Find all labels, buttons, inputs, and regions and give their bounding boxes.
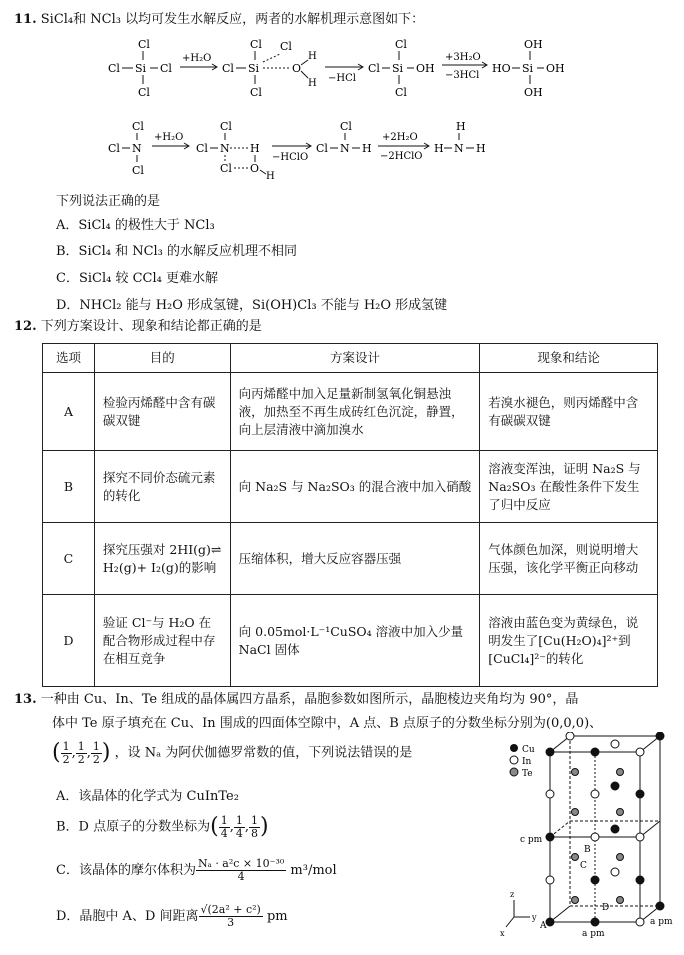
q11-option-d[interactable]: D．NHCl₂ 能与 H₂O 形成氢键，Si(OH)Cl₃ 不能与 H₂O 形成氢键	[56, 298, 448, 313]
row-option: D	[43, 595, 95, 687]
option-d-text: D．晶胞中 A、D 间距离	[56, 909, 199, 924]
paren-right: )	[259, 814, 269, 839]
q11-option-a[interactable]: A．SiCl₄ 的极性大于 NCl₃	[56, 218, 215, 233]
q13-stem-line1	[14, 692, 578, 708]
atom-n: N	[340, 142, 350, 155]
row-result: 若溴水褪色，则丙烯醛中含有碳碳双键	[480, 373, 658, 451]
fraction-eighth: $\frac{1}{8}$	[250, 813, 258, 840]
numerator: √(2a² + c²)	[200, 903, 261, 916]
table-row	[43, 595, 658, 687]
row-design: 压缩体积，增大反应容器压强	[230, 523, 480, 595]
atom-cl: Cl	[160, 62, 172, 75]
atom-h: H	[476, 142, 486, 155]
atom-cl: Cl	[316, 142, 328, 155]
row-goal: 验证 Cl⁻与 H₂O 在配合物形成过程中存在相互竞争	[94, 595, 230, 687]
header-result: 现象和结论	[480, 344, 658, 373]
q13-option-d[interactable]	[56, 902, 288, 932]
q13-stem-text-3: ，设 Nₐ 为阿伏伽德罗常数的值，下列说法错误的是	[114, 745, 413, 761]
row-result: 气体颜色加深，则说明增大压强，该化学平衡正向移动	[480, 523, 658, 595]
q13-number: 13.	[14, 692, 37, 707]
row-goal: 探究压强对 2HI(g)⇌ H₂(g)+ I₂(g)的影响	[94, 523, 230, 595]
atom-cl: Cl	[368, 62, 380, 75]
atom-oh: OH	[546, 62, 565, 75]
row-result: 溶液变浑浊，证明 Na₂S 与 Na₂SO₃ 在酸性条件下发生了归中反应	[480, 451, 658, 523]
row-goal: 探究不同价态硫元素的转化	[94, 451, 230, 523]
atom-n: N	[132, 142, 142, 155]
atom-cl: Cl	[132, 164, 144, 177]
label-a-pm: a pm	[582, 929, 605, 939]
arrow-label-h2o: +H₂O	[182, 53, 212, 64]
arrow-label-minus-hcl: −HCl	[328, 73, 356, 84]
cu-atom-legend-icon	[510, 744, 518, 752]
atom-h: H	[434, 142, 444, 155]
arrow-label-2h2o: +2H₂O	[382, 132, 418, 143]
partial-bond	[263, 54, 280, 62]
q12-stem	[14, 319, 262, 335]
q11-stem-text: SiCl₄和 NCl₃ 以均可发生水解反应，两者的水解机理示意图如下：	[40, 12, 425, 27]
label-c: C	[580, 861, 587, 871]
atom-si: Si	[248, 62, 260, 75]
atom-oh: OH	[524, 86, 543, 99]
row-option: C	[43, 523, 95, 595]
cell-edges	[550, 736, 660, 922]
label-b: B	[584, 845, 591, 855]
atom-oh: OH	[524, 38, 543, 51]
arrow-label-h2o: +H₂O	[154, 132, 184, 143]
atom-oh: OH	[416, 62, 435, 75]
atom-cl: Cl	[108, 142, 120, 155]
table-row	[43, 523, 658, 595]
arrow-label-minus-2hclo: −2HClO	[380, 151, 423, 162]
atom-o: O	[292, 62, 302, 75]
label-c-pm: c pm	[520, 835, 543, 845]
row-option: A	[43, 373, 95, 451]
fraction-half: $\frac{1}{2}$	[62, 739, 70, 766]
atom-si: Si	[522, 62, 534, 75]
atom-cl: Cl	[250, 38, 262, 51]
atom-cl: Cl	[138, 38, 150, 51]
legend-te: Te	[522, 769, 533, 779]
atom-cl: Cl	[250, 86, 262, 99]
axes-indicator	[506, 900, 530, 927]
q13-stem-line3: ( $\frac{1}{2}$ , $\frac{1}{2}$ , $\frac{1}{2}$ ) ，设 Nₐ 为阿伏伽德罗常数的值，下列说法错误的是	[52, 739, 413, 766]
fraction-quarter: $\frac{1}{4}$	[235, 813, 243, 840]
atom-cl: Cl	[108, 62, 120, 75]
paren-left: (	[210, 814, 219, 839]
crystal-cell-figure	[500, 732, 676, 942]
arrow-label-minus-hclo: −HClO	[272, 152, 309, 163]
row-design: 向 0.05mol·L⁻¹CuSO₄ 溶液中加入少量 NaCl 固体	[230, 595, 480, 687]
q13-stem-text-1: 一种由 Cu、In、Te 组成的晶体属四方晶系，晶胞参数如图所示，晶胞棱边夹角均为 90°，晶	[40, 692, 579, 707]
table-row	[43, 373, 658, 451]
denominator: 3	[227, 916, 235, 929]
q11-stem	[14, 12, 424, 28]
q13-option-b[interactable]: B．D 点原子的分数坐标为( $\frac{1}{4}$ , $\frac{1}{4}$ , $\frac{1}{8}$ )	[56, 813, 269, 840]
in-atom-legend-icon	[510, 756, 518, 764]
numerator: Nₐ · a²c × 10⁻³⁰	[197, 857, 285, 870]
row-result: 溶液由蓝色变为黄绿色，说明发生了[Cu(H₂O)₄]²⁺到[CuCl₄]²⁻的转化	[480, 595, 658, 687]
unit: m³/mol	[290, 863, 337, 878]
atom-n: N	[454, 142, 464, 155]
atom-o: O	[250, 162, 260, 175]
atom-h: H	[250, 142, 260, 155]
paren-left: (	[52, 740, 61, 765]
atom-cl: Cl	[196, 142, 208, 155]
q11-n-mechanism-diagram	[100, 112, 520, 180]
atom-cl: Cl	[395, 86, 407, 99]
atom-cl: Cl	[395, 38, 407, 51]
legend-cu: Cu	[522, 745, 535, 755]
atom-cl: Cl	[280, 40, 292, 53]
q12-table	[42, 343, 658, 687]
q11-number: 11.	[14, 12, 37, 27]
atom-h: H	[362, 142, 372, 155]
table-row	[43, 451, 658, 523]
atom-cl: Cl	[222, 62, 234, 75]
fraction-half: $\frac{1}{2}$	[92, 739, 100, 766]
bond	[301, 60, 308, 65]
axis-y: y	[532, 913, 537, 922]
q11-prompt: 下列说法正确的是	[56, 194, 161, 209]
bond	[301, 71, 308, 78]
fraction-molar-volume	[196, 858, 286, 883]
option-b-text: B．D 点原子的分数坐标为	[56, 819, 211, 835]
atom-cl: Cl	[138, 86, 150, 99]
atom-h: H	[456, 120, 466, 133]
q11-option-b[interactable]: B．SiCl₄ 和 NCl₃ 的水解反应机理不相同	[56, 244, 298, 259]
fraction-distance	[199, 904, 263, 929]
atom-cl: Cl	[220, 120, 232, 133]
table-header-row	[43, 344, 658, 373]
label-a-point: A	[540, 921, 547, 931]
row-option: B	[43, 451, 95, 523]
paren-right: )	[101, 740, 111, 765]
atom-n: N	[220, 142, 230, 155]
unit: pm	[266, 909, 288, 924]
label-d: D	[602, 903, 610, 913]
atom-cl: Cl	[220, 162, 232, 175]
option-c-text: C．该晶体的摩尔体积为	[56, 863, 196, 878]
header-design: 方案设计	[230, 344, 480, 373]
q12-number: 12.	[14, 319, 37, 334]
axis-x: x	[500, 929, 505, 938]
row-goal: 检验丙烯醛中含有碳碳双键	[94, 373, 230, 451]
arrow-label-minus-3hcl: −3HCl	[445, 70, 480, 81]
atom-si: Si	[392, 62, 404, 75]
atom-h: H	[308, 51, 317, 62]
atom-cl: Cl	[340, 120, 352, 133]
q13-option-a[interactable]: A．该晶体的化学式为 CuInTe₂	[56, 789, 239, 804]
atom-markers	[546, 732, 664, 926]
header-goal: 目的	[94, 344, 230, 373]
q13-stem-line2: 体中 Te 原子填充在 Cu、In 围成的四面体空隙中，A 点、B 点原子的分数坐标分别为(0,0,0)、	[52, 716, 603, 731]
q11-option-c[interactable]: C．SiCl₄ 较 CCl₄ 更难水解	[56, 271, 218, 286]
denominator: 4	[237, 870, 245, 883]
fraction-half: $\frac{1}{2}$	[77, 739, 85, 766]
axis-z: z	[510, 890, 515, 899]
te-atom-legend-icon	[510, 768, 518, 776]
atom-ho: HO	[492, 62, 511, 75]
fraction-quarter: $\frac{1}{4}$	[220, 813, 228, 840]
label-a-pm-side: a pm	[650, 917, 673, 927]
atom-h: H	[266, 171, 275, 180]
arrow-label-3h2o: +3H₂O	[445, 52, 481, 63]
q13-option-c[interactable]	[56, 856, 337, 886]
legend-in: In	[522, 757, 532, 767]
row-design: 向丙烯醛中加入足量新制氢氧化铜悬浊液，加热至不再生成砖红色沉淀，静置，向上层清液中滴加溴水	[230, 373, 480, 451]
q12-stem-text: 下列方案设计、现象和结论都正确的是	[40, 319, 262, 334]
atom-h: H	[308, 78, 317, 89]
atom-cl: Cl	[132, 120, 144, 133]
q11-si-mechanism-diagram	[100, 34, 600, 104]
row-design: 向 Na₂S 与 Na₂SO₃ 的混合液中加入硝酸	[230, 451, 480, 523]
atom-si: Si	[135, 62, 147, 75]
header-option: 选项	[43, 344, 95, 373]
